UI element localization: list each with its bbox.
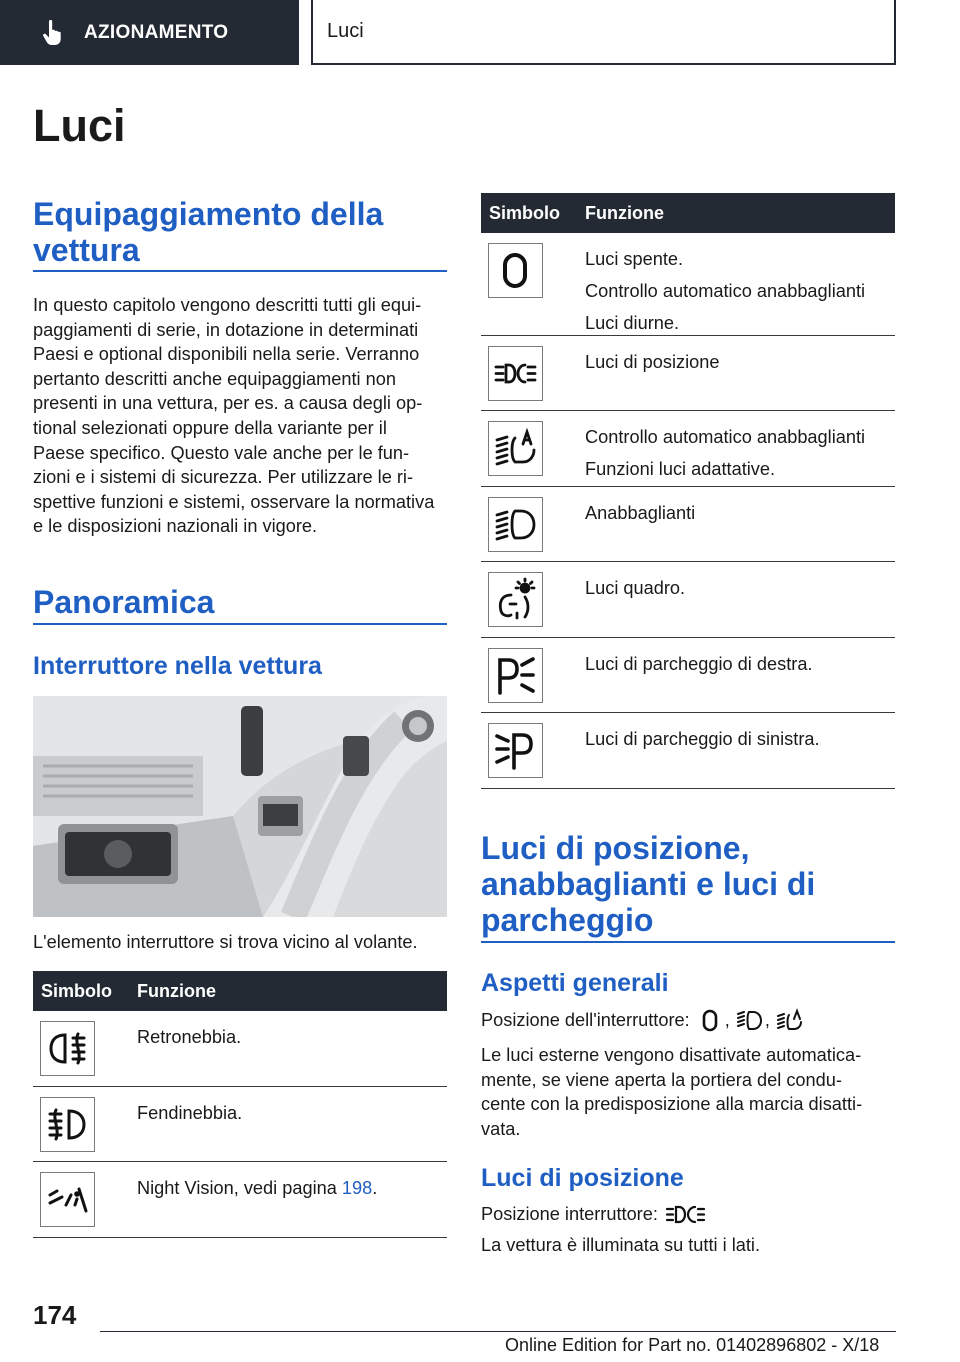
chapter-title: Luci: [327, 20, 364, 42]
function-text: Luci di posizione: [585, 352, 720, 372]
symbol-table-right: [481, 193, 895, 789]
illuminata-text: La vettura è illuminata su tutti i lati.: [481, 1235, 761, 1255]
table-header: [481, 193, 895, 233]
col-function: Funzione: [585, 203, 664, 223]
table-row: [481, 713, 895, 789]
luci-di-posizione-subheading: Luci di posizione: [481, 1164, 684, 1192]
equip-rule: [33, 270, 447, 272]
table-row: [33, 1087, 447, 1162]
lights-off-zero-icon: [488, 243, 543, 298]
parking-light-left-icon: [488, 723, 543, 778]
edition-text: Online Edition for Part no. 01402896802 - X/18: [505, 1335, 880, 1355]
front-fog-light-icon: [40, 1097, 95, 1152]
function-text: Anabbaglianti: [585, 503, 696, 523]
chapter-tab: [311, 0, 896, 65]
lights-off-zero-icon: [695, 1007, 725, 1035]
interruttore-heading: Interruttore nella vettura: [33, 652, 322, 680]
function-text: Retronebbia.: [137, 1027, 242, 1047]
table-row: [481, 562, 895, 638]
night-vision-icon: [40, 1172, 95, 1227]
equip-text: In questo capitolo vengono descritti tutti gli equi- paggiamenti di serie, in dotazione in determinati Paesi e optional disponibili nella serie. Verranno pertanto descritti anche equipaggiamenti non presenti in una vettura, per es. a causa degli op- tional selezionati oppure della variante per il Paese specifico. Questo vale anche per le fun- zioni e i sistemi di sicurezza. Per utilizzare le ri- spettive funzioni e sistemi, osservare la normativa e le disposizioni nazionali in vigore.: [33, 295, 435, 537]
function-text: Luci di parcheggio di sinistra.: [585, 729, 820, 749]
footer-rule: [100, 1331, 896, 1332]
posizione-interruttore-2: Posizione interruttore:: [481, 1201, 711, 1229]
auto-headlight-icon: [488, 421, 543, 476]
parking-light-right-icon: [488, 648, 543, 703]
table-row: [481, 411, 895, 487]
photo-caption: L'elemento interruttore si trova vicino al volante.: [33, 932, 418, 952]
table-row: [481, 638, 895, 713]
luci-posizione-rule: [481, 941, 895, 943]
function-text: Night Vision, vedi pagina 198.: [137, 1178, 378, 1198]
instrument-lighting-icon: [488, 572, 543, 627]
function-text: Luci spente. Controllo automatico anabbaglianti Luci diurne.: [585, 249, 866, 333]
page-title: Luci: [33, 100, 126, 151]
switch-photo: [33, 696, 447, 917]
equip-heading: Equipaggiamento della vettura: [33, 196, 384, 268]
col-symbol: Simbolo: [41, 981, 112, 1001]
section-tab: [0, 0, 299, 65]
posizione-interruttore-line: Posizione dell'interruttore: , ,: [481, 1007, 805, 1035]
function-text: Luci quadro.: [585, 578, 686, 598]
low-beam-icon: [735, 1007, 765, 1035]
parking-lights-icon: [488, 346, 543, 401]
function-text: Luci di parcheggio di destra.: [585, 654, 813, 674]
hand-pointer-icon: [42, 20, 62, 46]
page-number: 174: [33, 1300, 77, 1330]
panoramica-heading: Panoramica: [33, 584, 215, 620]
table-row: [33, 1162, 447, 1238]
panoramica-rule: [33, 623, 447, 625]
table-row: [481, 336, 895, 411]
table-row: [481, 487, 895, 562]
aspetti-generali-heading: Aspetti generali: [481, 969, 669, 997]
table-row: [481, 233, 895, 336]
section-title: AZIONAMENTO: [84, 21, 229, 43]
table-header: [33, 971, 447, 1011]
parking-lights-icon: [663, 1201, 711, 1229]
luci-posizione-heading: Luci di posizione, anabbaglianti e luci di parcheggio: [481, 830, 816, 938]
table-row: [33, 1011, 447, 1087]
col-symbol: Simbolo: [489, 203, 560, 223]
low-beam-icon: [488, 497, 543, 552]
page-link-198[interactable]: 198: [341, 1178, 373, 1198]
symbol-table-left: [33, 971, 447, 1238]
function-text: Controllo automatico anabbaglianti Funzioni luci adattative.: [585, 427, 866, 479]
disattivazione-text: Le luci esterne vengono disattivate automatica- mente, se viene aperta la portiera del condu- cente con la predisposizione alla marcia disatti- vata.: [481, 1045, 863, 1139]
col-function: Funzione: [137, 981, 216, 1001]
rear-fog-light-icon: [40, 1021, 95, 1076]
auto-headlight-icon: [775, 1007, 805, 1035]
function-text: Fendinebbia.: [137, 1103, 243, 1123]
